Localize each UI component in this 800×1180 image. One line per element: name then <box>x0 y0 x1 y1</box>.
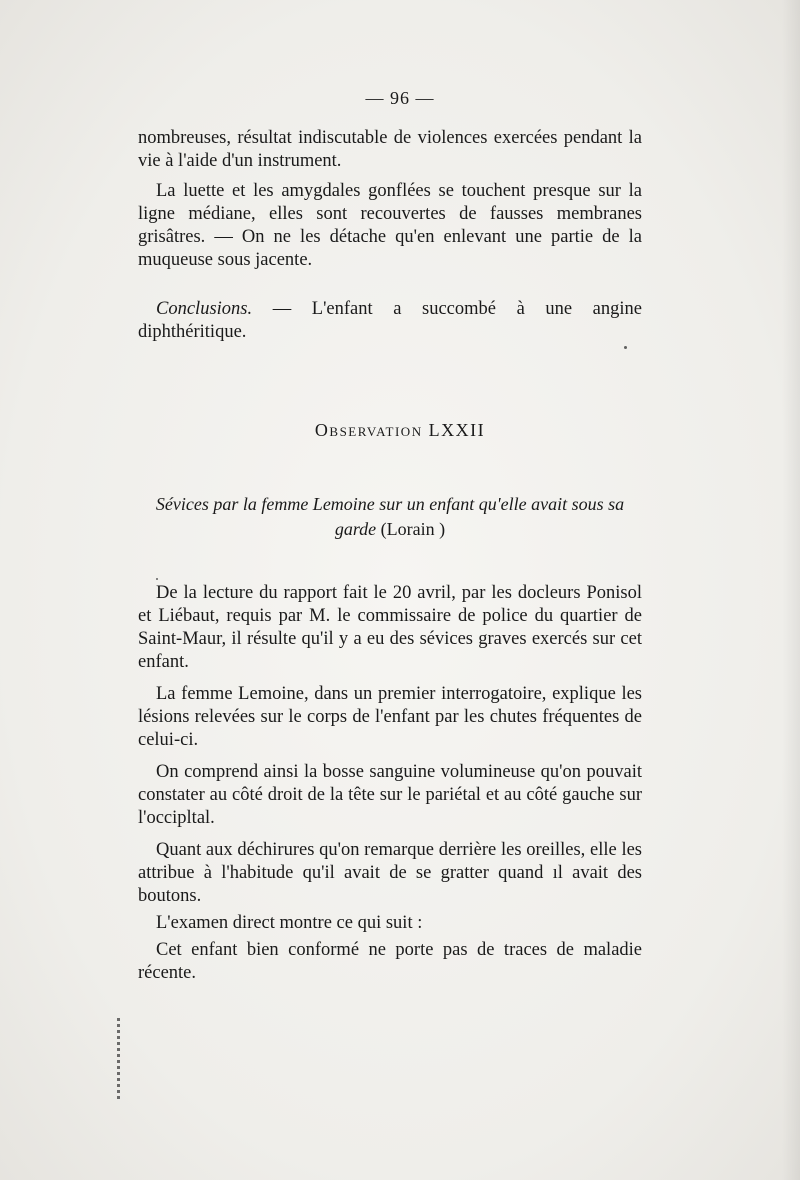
margin-mark <box>117 1018 120 1100</box>
observation-subtitle <box>138 492 642 542</box>
conclusions-text: — L'enfant a succombé à une angine diphthéritique. <box>138 299 642 342</box>
paragraph-luette: La luette et les amygdales gonflées se touchent presque sur la ligne médiane, elles sont recouvertes de fausses membranes grisâtres. — On ne les détache qu'en enlevant une partie de la muqueuse sous jacente. <box>138 181 642 270</box>
conclusions-label: Conclusions. <box>156 299 253 319</box>
body-paragraph: Quant aux déchirures qu'on remarque derrière les oreilles, elle les attribue à l'habitude qu'il avait de se gratter quand ıl avait des boutons. <box>138 840 642 906</box>
body-paragraph: La femme Lemoine, dans un premier interrogatoire, explique les lésions relevées sur le corps de l'enfant par les chutes fréquentes de celui-ci. <box>138 684 642 750</box>
body-paragraph: L'examen direct montre ce qui suit : <box>156 913 423 933</box>
ink-speck <box>624 346 627 349</box>
page-edge-shadow <box>782 0 800 1180</box>
conclusions-block <box>138 298 642 344</box>
paragraph-continuation: nombreuses, résultat indiscutable de violences exercées pendant la vie à l'aide d'un instrument. <box>138 128 642 171</box>
ink-speck <box>156 578 158 580</box>
top-text-block <box>138 127 642 272</box>
observation-heading: Observation LXXII <box>314 420 486 440</box>
subtitle-source: (Lorain ) <box>380 519 446 539</box>
body-paragraph: Cet enfant bien conformé ne porte pas de traces de maladie récente. <box>138 940 642 983</box>
body-paragraph: De la lecture du rapport fait le 20 avril, par les docleurs Ponisol et Liébaut, requis par M. le commissaire de police du quartier de Saint-Maur, il résulte qu'il y a eu des sévices graves exercés sur cet enfant. <box>138 583 642 672</box>
page-number: — 96 — <box>365 88 435 108</box>
subtitle-italic: Sévices par la femme Lemoine sur un enfant qu'elle avait sous sa garde <box>155 494 625 539</box>
conclusions-paragraph <box>138 298 642 344</box>
body-paragraph: On comprend ainsi la bosse sanguine volumineuse qu'on pouvait constater au côté droit de la tête sur le pariétal et au côté gauche sur l'occipltal. <box>138 762 642 828</box>
observation-body <box>138 582 642 985</box>
